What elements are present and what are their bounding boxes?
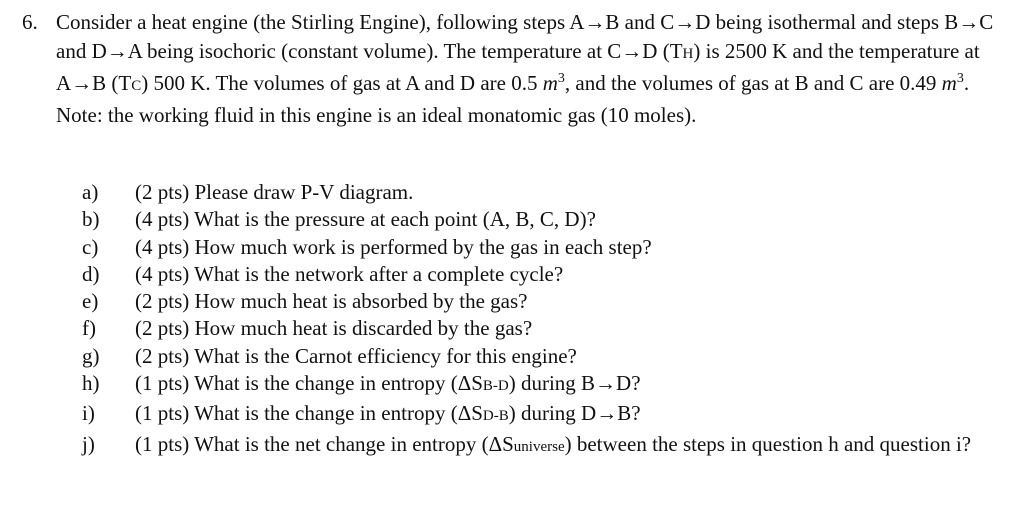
part-text: (2 pts) What is the Carnot efficiency for this engine? (135, 343, 577, 368)
part-text: (2 pts) How much heat is absorbed by the gas? (135, 289, 528, 314)
question-parts-list (82, 179, 992, 461)
part-text: (4 pts) What is the pressure at each point (A, B, C, D)? (135, 207, 596, 232)
part-letter: a) (82, 180, 99, 204)
part-text-prefix: (1 pts) What is the change in entropy (ΔS (135, 401, 483, 426)
volume-unit-ad: m (542, 71, 558, 95)
part-text-suffix: ) during D→B? (508, 401, 641, 426)
part-text: (4 pts) What is the network after a complete cycle? (135, 261, 564, 286)
part-letter: h) (82, 371, 100, 396)
part-letter: b) (82, 207, 100, 232)
volume-unit-ad-exponent: 3 (557, 71, 565, 86)
question-part (82, 431, 992, 461)
entropy-subscript: universe (513, 438, 565, 455)
part-text-prefix: (1 pts) What is the change in entropy (ΔS (135, 371, 483, 396)
question-part (82, 343, 992, 370)
cold-temperature-subscript: C (131, 78, 142, 94)
prompt-intro: Consider a heat engine (the Stirling Engine), following steps A→B and C→D being isothermal and steps B→C and D→A being isochoric (constant volume). The temperature at C→D (T (56, 10, 994, 63)
part-text-prefix: (1 pts) What is the net change in entropy (ΔS (135, 431, 514, 456)
part-letter: i) (82, 401, 95, 426)
volume-unit-bc: m (941, 71, 957, 95)
part-letter: e) (82, 289, 99, 314)
part-text: (4 pts) How much work is performed by the gas in each step? (135, 234, 652, 259)
question-part (82, 206, 992, 233)
hot-temperature-subscript: H (682, 46, 694, 62)
part-letter: f) (82, 316, 96, 341)
question-6 (22, 8, 1007, 130)
question-part (82, 370, 992, 400)
prompt-after-cold-temperature: ) 500 K. The volumes of gas at A and D are 0.5 (141, 71, 543, 95)
entropy-subscript: B-D (482, 378, 509, 395)
question-part (82, 234, 992, 261)
part-letter: g) (82, 343, 100, 368)
part-text: (2 pts) Please draw P-V diagram. (135, 180, 414, 204)
volume-unit-bc-exponent: 3 (956, 71, 964, 86)
part-text-suffix: ) during B→D? (508, 371, 641, 396)
question-part (82, 315, 992, 342)
prompt-after-hot-temperature: ) is 2500 K and the temperature at A→B (T (56, 39, 980, 95)
prompt-after-volume-ad: , and the volumes of gas at B and C are 0.49 (564, 71, 942, 95)
part-text-suffix: ) between the steps in question h and question i? (564, 431, 972, 456)
question-part (82, 400, 992, 430)
question-prompt (56, 8, 1007, 130)
part-letter: d) (82, 261, 100, 286)
question-number: 6. (22, 10, 38, 34)
part-letter: j) (82, 431, 95, 456)
part-text: (2 pts) How much heat is discarded by the gas? (135, 316, 533, 341)
question-part (82, 261, 992, 288)
question-part (82, 179, 992, 206)
question-part (82, 288, 992, 315)
part-letter: c) (82, 234, 99, 259)
entropy-subscript: D-B (482, 408, 509, 425)
prompt-note: . Note: the working fluid in this engine is an ideal monatomic gas (10 moles). (56, 71, 970, 127)
